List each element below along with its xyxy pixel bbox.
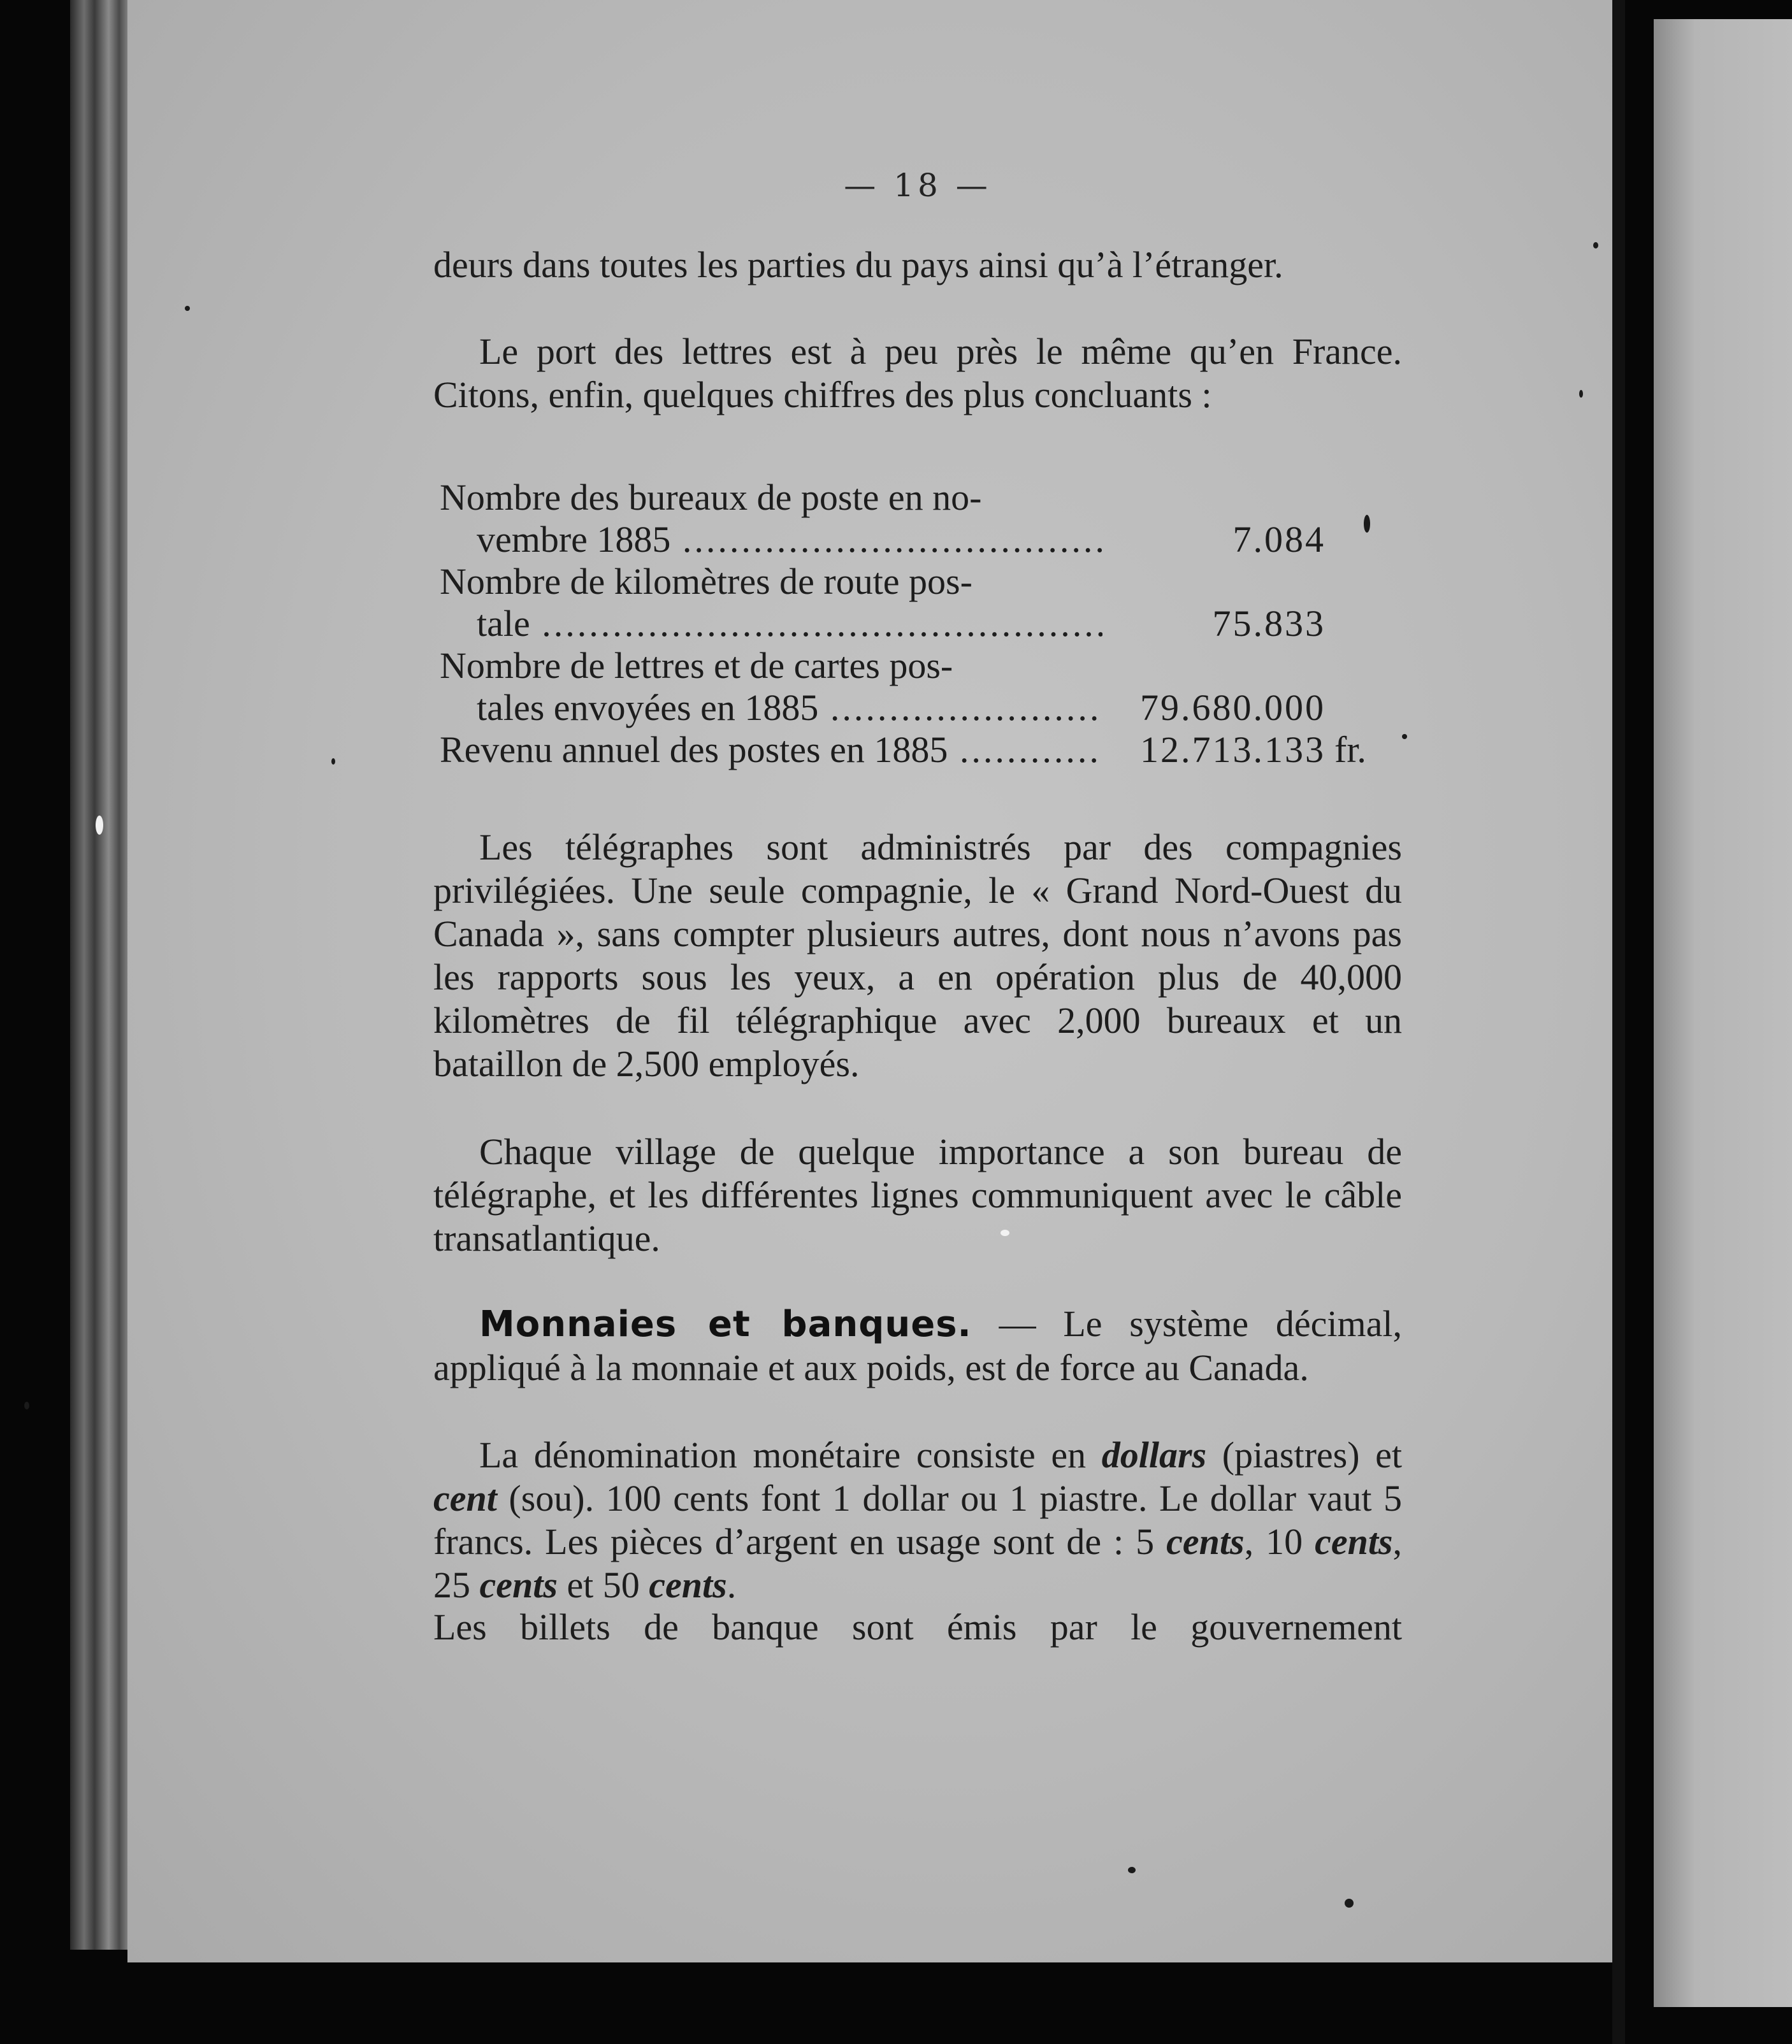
paragraph-text: — Le système décimal, appliqué à la monnaie et aux poids, est de force au Canada. xyxy=(433,1303,1402,1388)
stat-unit: fr. xyxy=(1334,729,1366,770)
scan-speck xyxy=(1001,1230,1009,1236)
scan-speck xyxy=(24,1402,29,1409)
italic-term: dollars xyxy=(1101,1434,1207,1476)
paragraph-billets: Les billets de banque sont émis par le gouvernement xyxy=(433,1606,1402,1648)
paragraph-continuation: deurs dans toutes les parties du pays ainsi qu’à l’étranger. xyxy=(433,244,1283,285)
italic-term: cents xyxy=(1166,1521,1245,1562)
stat-label-cont: vembre 1885 ..... xyxy=(440,519,1102,561)
scan-speck xyxy=(1364,515,1370,533)
stat-value: 75.833 xyxy=(1212,603,1326,644)
text-run: , 10 xyxy=(1244,1521,1315,1562)
italic-term: cent xyxy=(433,1478,497,1519)
postal-statistics xyxy=(440,477,1396,771)
scan-speck xyxy=(1345,1899,1354,1908)
scan-speck xyxy=(185,306,190,311)
stat-row-kilometres xyxy=(440,561,1396,645)
paragraph-telegraphs: Les télégraphes sont administrés par des compagnies privilégiées. Une seule compagnie, le « Grand Nord-Ouest du Canada », sans compter plusieurs autres, dont nous n’avons pas les rapports sous les yeux, a en opération plus de 40,000 kilomètres de fil télégraphique avec 2,000 bureaux et un bataillon de 2,500 employés. xyxy=(433,826,1402,1084)
text-run: (sou). 100 cents font 1 dollar ou 1 piastre. Le dollar vaut 5 francs. Les pièces d’argent en usage sont de : 5 xyxy=(433,1478,1402,1562)
stat-value: 79.680.000 xyxy=(1140,687,1326,728)
stat-label-cont: tales envoyées en 1885 ..... xyxy=(440,687,1102,729)
page-number: — 18 — xyxy=(844,167,992,204)
section-heading: Monnaies et banques. xyxy=(479,1304,972,1345)
text-run: La dénomination monétaire consiste en xyxy=(479,1434,1102,1476)
paragraph-villages: Chaque village de quelque importance a son bureau de télégraphe, et les différentes lignes communiquent avec le câble transatlantique. xyxy=(433,1131,1402,1259)
italic-term: cents xyxy=(1315,1521,1393,1562)
italic-term: cents xyxy=(479,1564,558,1606)
stat-row-revenu xyxy=(440,729,1396,771)
paragraph-postage: Le port des lettres est à peu près le même qu’en France. Citons, enfin, quelques chiffres des plus concluants : xyxy=(433,331,1402,415)
text-run: . xyxy=(726,1564,737,1606)
paragraph-denomination xyxy=(433,1434,1402,1607)
scan-speck xyxy=(96,816,103,835)
stat-label: Nombre des bureaux de poste en no- xyxy=(440,477,982,518)
stat-row-lettres xyxy=(440,645,1396,729)
stat-label-cont: tale ..... xyxy=(440,603,1102,645)
scan-speck xyxy=(1402,734,1407,739)
text-run: et 50 xyxy=(557,1564,649,1606)
stat-value: 7.084 xyxy=(1232,519,1326,560)
stat-label: Nombre de lettres et de cartes pos- xyxy=(440,645,953,686)
stat-label: Revenu annuel des postes en 1885 ..... xyxy=(440,729,1102,771)
stat-label: Nombre de kilomètres de route pos- xyxy=(440,561,972,602)
stat-row-bureaux xyxy=(440,477,1396,561)
italic-term: cents xyxy=(649,1564,727,1606)
book-gutter xyxy=(1612,0,1625,2044)
scan-speck xyxy=(1128,1867,1136,1873)
text-run: , 25 xyxy=(433,1521,1403,1606)
scan-speck xyxy=(331,758,335,765)
scan-speck xyxy=(1579,390,1583,398)
text-run: (piastres) et xyxy=(1206,1434,1402,1476)
paragraph-monnaies xyxy=(433,1302,1402,1390)
stat-value: 12.713.133 xyxy=(1140,729,1326,770)
facing-page-edge xyxy=(1654,19,1792,2007)
scan-speck xyxy=(1593,242,1598,248)
